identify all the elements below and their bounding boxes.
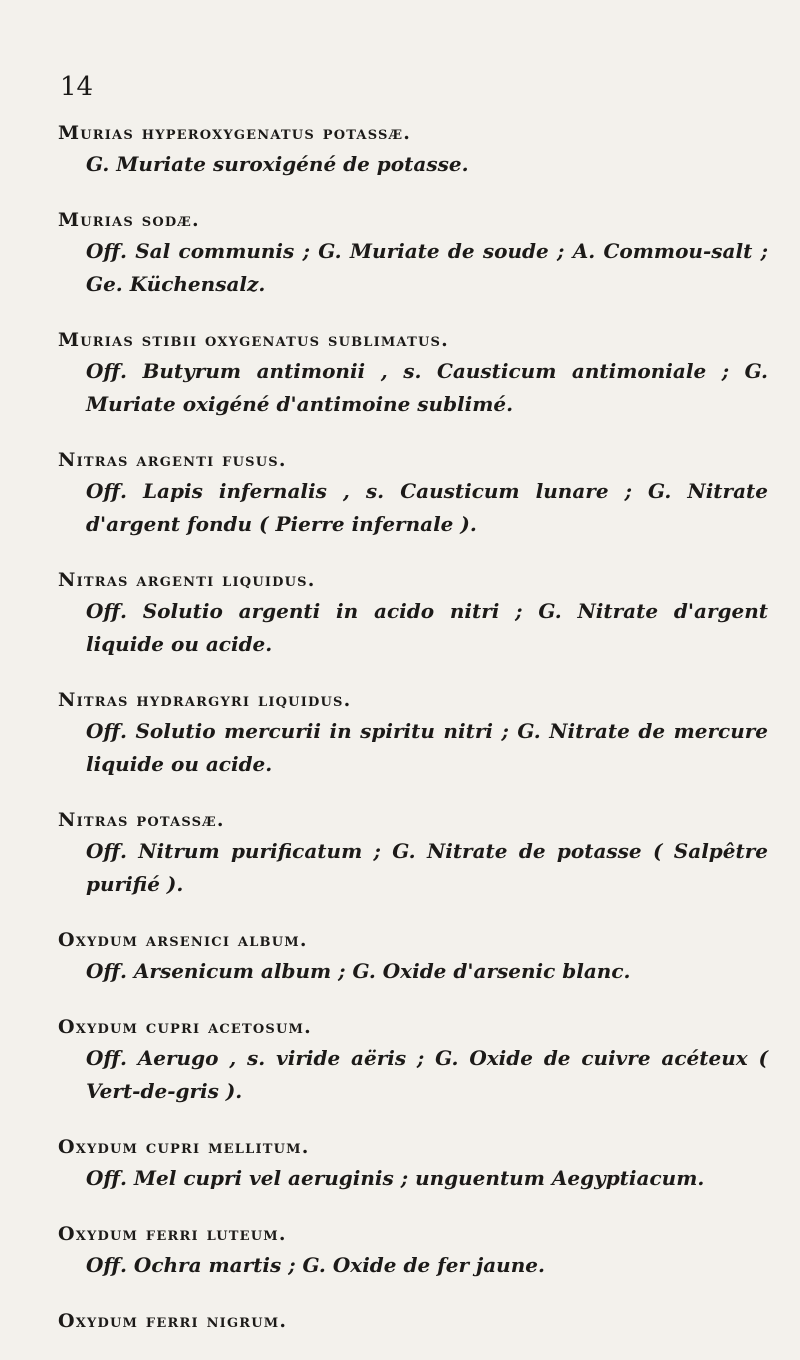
entry [58,325,778,421]
entry-heading: Murias sodæ. [58,209,200,231]
entry-heading: Oxydum cupri mellitum. [58,1136,310,1158]
entry-heading: Murias hyperoxygenatus potassæ. [58,122,412,144]
entry-heading: Nitras hydrargyri liquidus. [58,689,352,711]
page-number: 14 [60,72,94,102]
entry-text: Off. Solutio mercurii in spiritu nitri ; G. Nitrate de mercure liquide ou acide. [86,719,768,776]
entry-heading: Murias stibii oxygenatus sublimatus. [58,329,449,351]
entry [58,1306,778,1336]
entry-text: Off. Sal communis ; G. Muriate de soude ; A. Commou-salt ; Ge. Küchensalz. [86,239,768,296]
entry [58,805,778,901]
entry [58,205,778,301]
entry [58,1219,778,1282]
entry-text: Off. Aerugo , s. viride aëris ; G. Oxide de cuivre acéteux ( Vert-de-gris ). [86,1046,768,1103]
entry-heading: Oxydum arsenici album. [58,929,308,951]
entry-text: Off. Butyrum antimonii , s. Causticum antimoniale ; G. Muriate oxigéné d'antimoine sublimé. [86,359,768,416]
entry [58,565,778,661]
entry [58,1012,778,1108]
entry-text: Off. Solutio argenti in acido nitri ; G. Nitrate d'argent liquide ou acide. [86,599,768,656]
entry [58,118,778,181]
entry-list [58,118,778,1360]
entry-text: G. Muriate suroxigéné de potasse. [86,152,469,176]
entry-heading: Oxydum ferri nigrum. [58,1310,288,1332]
entry-heading: Oxydum cupri acetosum. [58,1016,312,1038]
entry [58,685,778,781]
entry-heading: Nitras potassæ. [58,809,225,831]
entry-text: Off. Ochra martis ; G. Oxide de fer jaune. [86,1253,545,1277]
entry-heading: Oxydum ferri luteum. [58,1223,287,1245]
entry [58,925,778,988]
entry-heading: Nitras argenti fusus. [58,449,287,471]
entry-text: Off. Arsenicum album ; G. Oxide d'arsenic blanc. [86,959,631,983]
entry-heading: Nitras argenti liquidus. [58,569,316,591]
entry [58,1132,778,1195]
entry-text: Off. Nitrum purificatum ; G. Nitrate de potasse ( Salpêtre purifié ). [86,839,768,896]
entry-text: Off. Mel cupri vel aeruginis ; unguentum Aegyptiacum. [86,1166,705,1190]
entry-text: Off. Lapis infernalis , s. Causticum lunare ; G. Nitrate d'argent fondu ( Pierre infernale ). [86,479,768,536]
entry [58,445,778,541]
